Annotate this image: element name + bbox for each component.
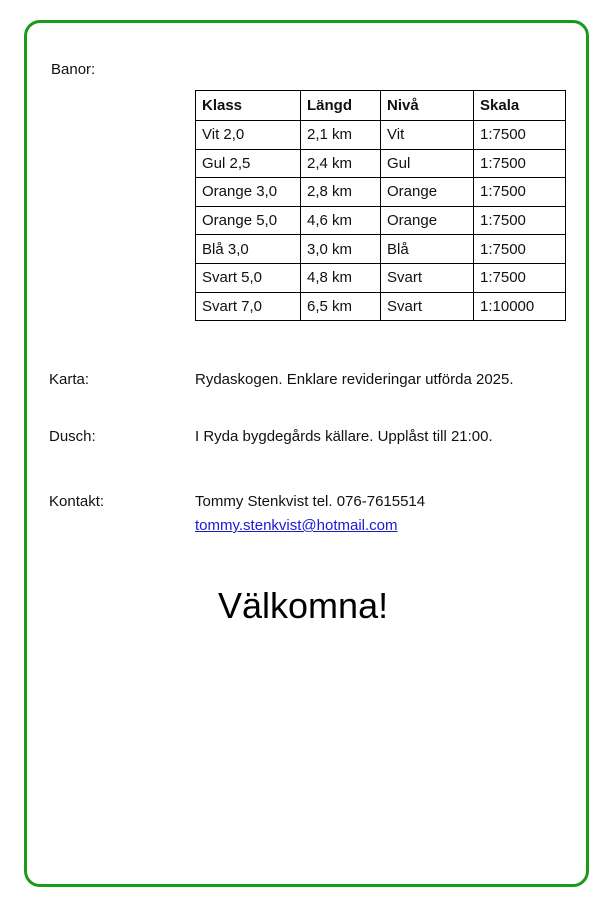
cell-klass: Blå 3,0: [196, 235, 301, 264]
cell-klass: Orange 5,0: [196, 206, 301, 235]
karta-value: Rydaskogen. Enklare revideringar utförda 2025.: [195, 371, 514, 388]
table-row: [196, 149, 566, 178]
header-niva: Nivå: [381, 91, 474, 121]
cell-langd: 2,8 km: [301, 178, 381, 207]
cell-skala: 1:10000: [474, 292, 566, 321]
cell-klass: Svart 7,0: [196, 292, 301, 321]
table-row: [196, 178, 566, 207]
cell-langd: 2,4 km: [301, 149, 381, 178]
cell-klass: Vit 2,0: [196, 121, 301, 150]
cell-klass: Gul 2,5: [196, 149, 301, 178]
cell-niva: Orange: [381, 178, 474, 207]
table-row: [196, 121, 566, 150]
table-row: [196, 235, 566, 264]
cell-langd: 4,6 km: [301, 206, 381, 235]
header-klass: Klass: [196, 91, 301, 121]
karta-label: Karta:: [49, 371, 90, 388]
table-row: [196, 206, 566, 235]
cell-skala: 1:7500: [474, 235, 566, 264]
cell-niva: Blå: [381, 235, 474, 264]
header-langd: Längd: [301, 91, 381, 121]
courses-table: [195, 90, 566, 321]
cell-langd: 3,0 km: [301, 235, 381, 264]
cell-langd: 6,5 km: [301, 292, 381, 321]
table-header-row: [196, 91, 566, 121]
cell-skala: 1:7500: [474, 178, 566, 207]
dusch-label: Dusch:: [49, 428, 96, 445]
dusch-value: I Ryda bygdegårds källare. Upplåst till 21:00.: [195, 428, 493, 445]
table-row: [196, 263, 566, 292]
cell-skala: 1:7500: [474, 121, 566, 150]
cell-skala: 1:7500: [474, 206, 566, 235]
table-row: [196, 292, 566, 321]
email-link[interactable]: tommy.stenkvist@hotmail.com: [195, 517, 398, 534]
kontakt-label: Kontakt:: [49, 493, 105, 510]
header-skala: Skala: [474, 91, 566, 121]
kontakt-value: Tommy Stenkvist tel. 076-7615514: [195, 493, 426, 510]
cell-langd: 4,8 km: [301, 263, 381, 292]
cell-niva: Svart: [381, 263, 474, 292]
cell-niva: Svart: [381, 292, 474, 321]
cell-klass: Orange 3,0: [196, 178, 301, 207]
banor-label: Banor:: [51, 61, 96, 78]
cell-klass: Svart 5,0: [196, 263, 301, 292]
cell-skala: 1:7500: [474, 263, 566, 292]
cell-langd: 2,1 km: [301, 121, 381, 150]
welcome-heading: Välkomna!: [218, 585, 389, 626]
cell-niva: Gul: [381, 149, 474, 178]
cell-niva: Vit: [381, 121, 474, 150]
cell-niva: Orange: [381, 206, 474, 235]
cell-skala: 1:7500: [474, 149, 566, 178]
